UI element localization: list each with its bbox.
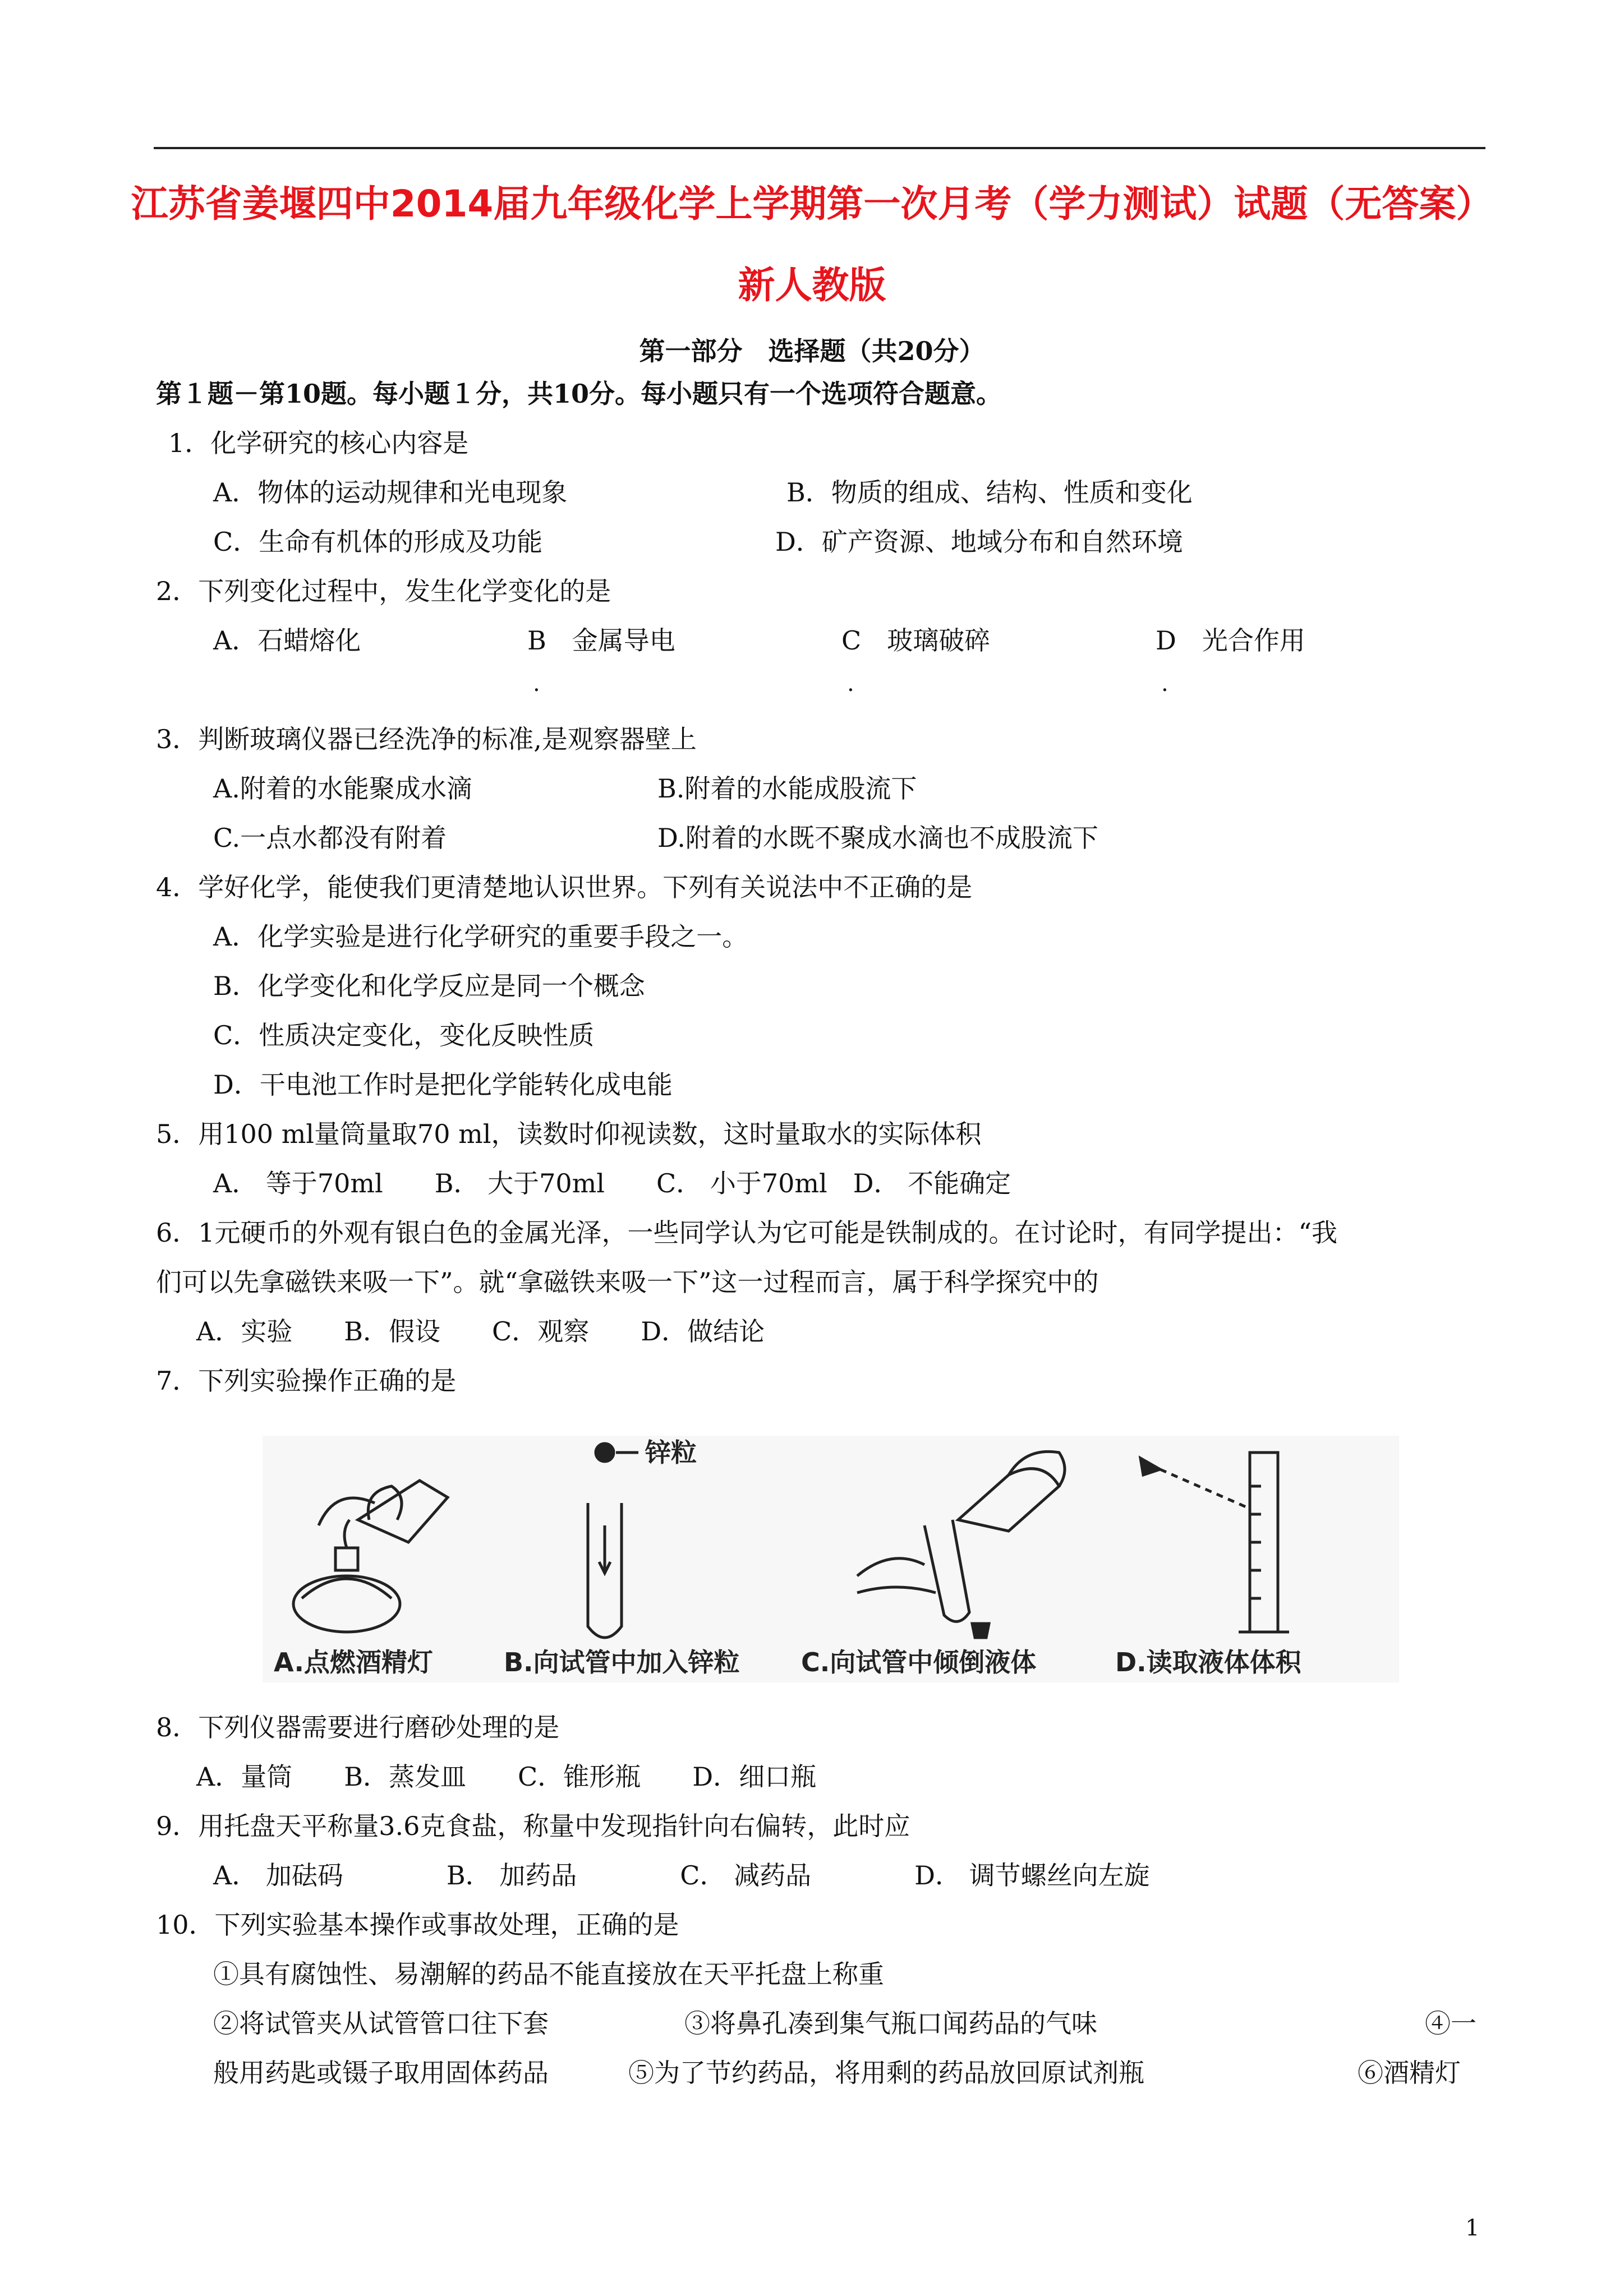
q7-stem: 7．下列实验操作正确的是 [156,1366,457,1396]
q5-stem: 5．用100 ml量筒量取70 ml，读数时仰视读数，这时量取水的实际体积 [156,1119,982,1149]
q8-options: A．量筒 B．蒸发皿 C．锥形瓶 D．细口瓶 [196,1762,817,1792]
q7-figure-drawing [263,1436,1399,1682]
q2-dot-b: . [533,671,540,697]
q2-stem: 2．下列变化过程中，发生化学变化的是 [156,576,611,606]
q1-option-b: B．物质的组成、结构、性质和变化 [786,477,1193,508]
q2-option-d: D 光合作用 [1156,625,1305,656]
figure-caption-c: C.向试管中倾倒液体 [801,1647,1037,1677]
q5-options: A． 等于70ml B． 大于70ml C． 小于70ml D． 不能确定 [213,1168,1011,1198]
header-rule [154,147,1485,149]
q1-option-c: C．生命有机体的形成及功能 [213,527,543,557]
alcohol-lamp-illustration [293,1481,448,1632]
q9-options: A． 加砝码 B． 加药品 C． 减药品 D． 调节螺丝向左旋 [213,1860,1150,1891]
figure-caption-a: A.点燃酒精灯 [274,1647,433,1677]
q4-option-b: B．化学变化和化学反应是同一个概念 [213,971,645,1001]
q10-item-1: ①具有腐蚀性、易潮解的药品不能直接放在天平托盘上称重 [213,1959,884,1989]
instructions: 第１题－第10题。每小题１分，共10分。每小题只有一个选项符合题意。 [156,379,1002,409]
graduated-cylinder-illustration [1140,1453,1289,1632]
q10-item-6-start: ⑥酒精灯 [1358,2058,1461,2088]
q4-stem: 4．学好化学，能使我们更清楚地认识世界。下列有关说法中不正确的是 [156,872,973,902]
section-title: 第一部分 选择题（共20分） [639,336,985,366]
q10-item-3: ③将鼻孔凑到集气瓶口闻药品的气味 [684,2008,1097,2039]
q2-option-a: A．石蜡熔化 [213,625,361,656]
q10-item-4-start: ④一 [1425,2008,1476,2039]
q6-options: A．实验 B．假设 C．观察 D．做结论 [196,1316,765,1347]
q1-option-d: D．矿产资源、地域分布和自然环境 [775,527,1183,557]
q10-item-2: ②将试管夹从试管管口往下套 [213,2008,549,2039]
document-title-line2: 新人教版 [738,264,886,307]
q4-option-d: D．干电池工作时是把化学能转化成电能 [213,1069,673,1100]
q9-stem: 9．用托盘天平称量3.6克食盐，称量中发现指针向右偏转，此时应 [156,1811,910,1841]
q6-stem-line1: 6．1元硬币的外观有银白色的金属光泽，一些同学认为它可能是铁制成的。在讨论时，有同学提出：“我 [156,1218,1338,1248]
q7-figure [263,1436,1399,1682]
q4-option-c: C．性质决定变化，变化反映性质 [213,1020,595,1050]
q1-option-a: A．物体的运动规律和光电现象 [213,477,568,508]
pouring-liquid-illustration [857,1451,1065,1638]
page-number: 1 [1465,2215,1480,2241]
zinc-label: 锌粒 [645,1437,697,1468]
q4-option-a: A．化学实验是进行化学研究的重要手段之一。 [213,921,748,952]
q2-dot-c: . [847,671,854,697]
q2-dot-d: . [1161,671,1168,697]
q3-option-c: C.一点水都没有附着 [213,823,447,853]
q2-option-c: C 玻璃破碎 [841,625,991,656]
q1-stem: 1．化学研究的核心内容是 [168,428,469,458]
q8-stem: 8．下列仪器需要进行磨砂处理的是 [156,1712,560,1742]
document-title-line1: 江苏省姜堰四中2014届九年级化学上学期第一次月考（学力测试）试题（无答案） [131,182,1493,225]
figure-caption-d: D.读取液体体积 [1115,1647,1301,1677]
test-tube-zinc-illustration [588,1444,638,1638]
q3-option-b: B.附着的水能成股流下 [657,773,917,804]
q3-stem: 3．判断玻璃仪器已经洗净的标准,是观察器壁上 [156,724,697,754]
q3-option-a: A.附着的水能聚成水滴 [213,773,472,804]
q10-item-4-end: 般用药匙或镊子取用固体药品 [213,2058,549,2088]
q2-option-b: B 金属导电 [527,625,675,656]
figure-caption-b: B.向试管中加入锌粒 [504,1647,740,1677]
q3-option-d: D.附着的水既不聚成水滴也不成股流下 [657,823,1098,853]
q10-stem: 10．下列实验基本操作或事故处理，正确的是 [156,1910,679,1940]
q6-stem-line2: 们可以先拿磁铁来吸一下”。就“拿磁铁来吸一下”这一过程而言，属于科学探究中的 [156,1267,1099,1297]
q10-item-5: ⑤为了节约药品，将用剩的药品放回原试剂瓶 [628,2058,1144,2088]
